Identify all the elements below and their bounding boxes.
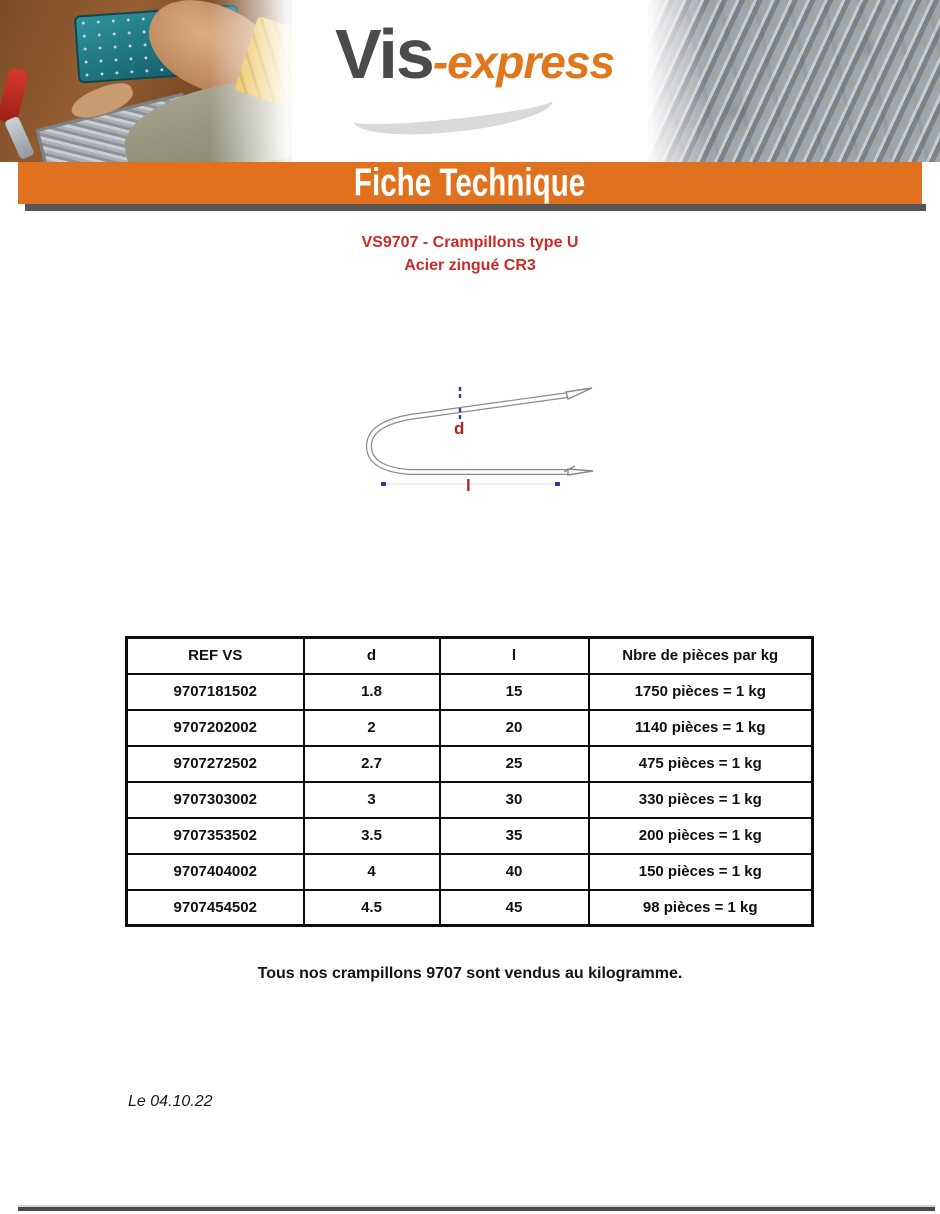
product-title-line2: Acier zingué CR3 (404, 257, 536, 274)
table-cell: 1750 pièces = 1 kg (589, 674, 813, 710)
product-title (0, 231, 940, 277)
table-cell: 25 (440, 746, 589, 782)
date-label: Le 04.10.22 (128, 1093, 213, 1110)
col-header-l: l (440, 638, 589, 674)
table-cell: 3 (304, 782, 440, 818)
hand-shape (135, 0, 292, 114)
folding-rule-shape (235, 16, 292, 108)
table-cell: 9707454502 (127, 890, 304, 926)
table-cell: 9707404002 (127, 854, 304, 890)
table-cell: 4 (304, 854, 440, 890)
table-cell: 475 pièces = 1 kg (589, 746, 813, 782)
table-cell: 3.5 (304, 818, 440, 854)
col-header-d: d (304, 638, 440, 674)
table-cell: 45 (440, 890, 589, 926)
screw-tray-shape (35, 93, 198, 162)
spec-table (125, 636, 814, 927)
table-cell: 9707353502 (127, 818, 304, 854)
col-header-nb: Nbre de pièces par kg (589, 638, 813, 674)
table-cell: 1140 pièces = 1 kg (589, 710, 813, 746)
dim-l-label: l (466, 476, 471, 495)
table-cell: 1.8 (304, 674, 440, 710)
wrench-shape (4, 116, 34, 160)
staple-wire-outline (369, 395, 570, 472)
staple-diagram (330, 372, 630, 507)
dim-l-endpoint-right (555, 482, 560, 486)
bottom-bar (18, 1205, 935, 1211)
logo-wordmark (335, 14, 625, 94)
header (0, 0, 940, 162)
table-cell: 9707181502 (127, 674, 304, 710)
col-header-ref: REF VS (127, 638, 304, 674)
hand-shape (68, 77, 137, 123)
table-cell: 98 pièces = 1 kg (589, 890, 813, 926)
product-title-line1: VS9707 - Crampillons type U (361, 234, 579, 251)
table-header-row (127, 638, 813, 674)
spec-table-body (127, 674, 813, 926)
table-cell: 2 (304, 710, 440, 746)
table-row (127, 782, 813, 818)
sleeve-shape (116, 68, 292, 162)
table-cell: 15 (440, 674, 589, 710)
table-cell: 35 (440, 818, 589, 854)
table-cell: 40 (440, 854, 589, 890)
table-row (127, 674, 813, 710)
table-cell: 20 (440, 710, 589, 746)
table-cell: 30 (440, 782, 589, 818)
table-row (127, 890, 813, 926)
table-row (127, 710, 813, 746)
banner-shadow-bar (25, 204, 926, 211)
logo-text-vis: Vis (335, 15, 433, 93)
table-cell: 330 pièces = 1 kg (589, 782, 813, 818)
logo-text-express: -express (432, 36, 615, 88)
workbench-photo (0, 0, 292, 162)
staple-tip-bottom (568, 469, 593, 475)
dim-d-label: d (454, 419, 465, 438)
dim-l-endpoint-left (381, 482, 386, 486)
table-cell: 9707202002 (127, 710, 304, 746)
staple-tip-top (566, 388, 592, 399)
screws-pile-photo (648, 0, 940, 162)
banner-fiche-technique (18, 162, 922, 204)
table-cell: 200 pièces = 1 kg (589, 818, 813, 854)
table-cell: 4.5 (304, 890, 440, 926)
sale-note: Tous nos crampillons 9707 sont vendus au kilogramme. (257, 965, 683, 982)
table-cell: 9707272502 (127, 746, 304, 782)
table-cell: 2.7 (304, 746, 440, 782)
table-row (127, 746, 813, 782)
table-row (127, 854, 813, 890)
banner-title: Fiche Technique (354, 161, 586, 204)
organizer-box-shape (74, 4, 242, 83)
table-cell: 150 pièces = 1 kg (589, 854, 813, 890)
table-row (127, 818, 813, 854)
vis-express-logo (335, 14, 625, 144)
table-cell: 9707303002 (127, 782, 304, 818)
screwdriver-shape (0, 66, 30, 124)
